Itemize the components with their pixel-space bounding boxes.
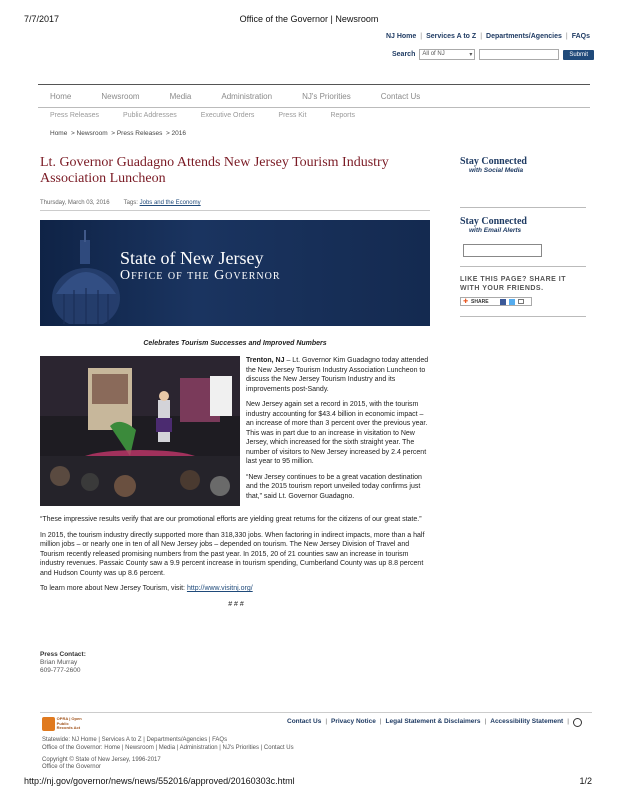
subnav-public-addresses[interactable]: Public Addresses <box>123 112 177 119</box>
nav-media[interactable]: Media <box>169 91 192 101</box>
chevron-down-icon: ▾ <box>469 52 473 58</box>
sidebar-divider-3 <box>460 316 586 317</box>
footer-divider <box>40 712 592 713</box>
footer-privacy-link[interactable]: Privacy Notice <box>331 718 376 725</box>
banner-line2: Office of the Governor <box>120 268 281 283</box>
article-meta <box>40 200 201 206</box>
event-photo-image <box>40 356 240 506</box>
opra-logo[interactable]: OPRA | Open Public Records Act <box>42 717 82 731</box>
sidebar-divider <box>460 207 586 208</box>
print-page-number: 1/2 <box>579 776 592 786</box>
nav-newsroom[interactable]: Newsroom <box>101 91 140 101</box>
governor-banner <box>40 220 430 326</box>
stay-connected-email[interactable] <box>460 216 527 234</box>
email-input[interactable] <box>463 244 542 257</box>
email-icon <box>518 299 524 304</box>
nav-priorities[interactable]: NJ's Priorities <box>302 91 351 101</box>
print-url: http://nj.gov/governor/news/news/552016/approved/20160303c.html <box>24 776 295 786</box>
footer-legal-link[interactable]: Legal Statement & Disclaimers <box>385 718 481 725</box>
sub-nav <box>50 112 355 119</box>
email-title: Stay Connected <box>460 216 527 227</box>
breadcrumb[interactable]: Home > Newsroom > Press Releases > 2016 <box>50 130 187 137</box>
tag-link[interactable]: Jobs and the Economy <box>139 200 201 206</box>
paragraph-1: Trenton, NJ – Lt. Governor Kim Guadagno today attended the New Jersey Tourism Industry Association Luncheon to discuss the New Jersey Tourism Industry and its improvements post-Sandy. <box>246 357 429 393</box>
search-submit-button[interactable]: Submit <box>563 50 594 60</box>
visitnj-link[interactable]: http://www.visitnj.org/ <box>186 585 253 592</box>
share-button[interactable]: ✚ SHARE <box>460 297 532 306</box>
top-nav-faqs[interactable]: FAQs <box>571 33 590 40</box>
footer-contact-link[interactable]: Contact Us <box>287 718 322 725</box>
print-date: 7/7/2017 <box>24 14 60 24</box>
top-nav-nj-home[interactable]: NJ Home <box>385 33 417 40</box>
article-body-full <box>40 515 432 609</box>
paragraph-2: New Jersey again set a record in 2015, with the tourism industry accounting for $43.4 billion in economic impact – an increase of more than 3 percent over the previous year. This was in part due to an increase in visitation to New Jersey, which increased for the sixth straight year. The number of visitors to New Jersey increased by 2.4 percent last year to 95 million. <box>246 401 428 465</box>
top-nav-departments[interactable]: Departments/Agencies <box>486 33 562 40</box>
article-date: Thursday, March 03, 2016 <box>40 200 110 206</box>
press-contact-name: Brian Murray <box>40 659 78 666</box>
article-body-right <box>246 356 430 507</box>
paragraph-3a: “New Jersey continues to be a great vacation destination and the 2015 tourism report unveiled today confirms just that,” said Lt. Governor Guadagno. <box>246 473 422 500</box>
article-title: Lt. Governor Guadagno Attends New Jersey Tourism Industry Association Luncheon <box>40 155 389 186</box>
share-prompt: LIKE THIS PAGE? SHARE IT WITH YOUR FRIENDS. <box>460 276 566 292</box>
footer-links: Contact Us | Privacy Notice | Legal Statement & Disclaimers | Accessibility Statement | <box>287 718 582 727</box>
social-subtitle: with Social Media <box>469 167 524 174</box>
capitol-dome-icon <box>46 228 122 324</box>
footer-accessibility-link[interactable]: Accessibility Statement <box>490 718 564 725</box>
accessibility-icon[interactable] <box>573 718 582 727</box>
nav-home[interactable]: Home <box>50 91 72 101</box>
event-photo <box>40 356 240 506</box>
opra-seal-icon <box>42 717 55 731</box>
tags-label: Tags: <box>123 200 138 206</box>
press-contact-label: Press Contact: <box>40 651 86 658</box>
paragraph-4: In 2015, the tourism industry directly supported more than 318,330 jobs. When factoring in indirect impacts, more than a half million jobs – or nearly one in ten of all New Jersey jobs – depended on tourism. The New Jersey Division of Travel and Tourism recently released promising numbers from the past year. In 2015, 20 of 21 counties saw an increase in tourism industry revenues. Passaic County saw a 9.9 percent increase in tourism spending, Cumberland County was up 8.8 percent and Hudson County was up 8.6 percent. <box>40 531 425 577</box>
subnav-press-releases[interactable]: Press Releases <box>50 112 100 119</box>
press-contact <box>40 651 86 675</box>
banner-line1: State of New Jersey <box>120 248 264 268</box>
subnav-executive-orders[interactable]: Executive Orders <box>200 112 255 119</box>
nav-administration[interactable]: Administration <box>221 91 273 101</box>
end-marks: # # # <box>228 600 244 608</box>
paragraph-5: To learn more about New Jersey Tourism, visit: http://www.visitnj.org/ <box>40 585 253 592</box>
email-subtitle: with Email Alerts <box>469 227 522 234</box>
twitter-icon <box>509 299 515 305</box>
subnav-reports[interactable]: Reports <box>330 112 355 119</box>
subnav-press-kit[interactable]: Press Kit <box>278 112 307 119</box>
paragraph-3b: “These impressive results verify that are our promotional efforts are yielding great returns for the citizens of our great state.” <box>40 516 422 523</box>
footer-statewide[interactable]: Statewide: NJ Home | Services A to Z | Departments/Agencies | FAQs <box>42 737 228 743</box>
share-plus-icon: ✚ <box>463 299 469 305</box>
footer-copyright-office: Office of the Governor <box>42 764 101 770</box>
nav-contact[interactable]: Contact Us <box>380 91 421 101</box>
footer-copyright: Copyright © State of New Jersey, 1996-2017 <box>42 757 161 763</box>
sidebar-divider-2 <box>460 266 586 267</box>
press-contact-phone: 609-777-2600 <box>40 667 81 674</box>
main-nav <box>38 84 590 108</box>
article-caption: Celebrates Tourism Successes and Improved Numbers <box>143 340 327 347</box>
divider <box>40 210 430 211</box>
facebook-icon <box>500 299 506 305</box>
search-input[interactable] <box>479 49 559 60</box>
search-bar <box>392 49 594 60</box>
footer-office[interactable]: Office of the Governor: Home | Newsroom | Media | Administration | NJ's Priorities | Contact Us <box>42 745 294 751</box>
search-scope-select[interactable]: All of NJ ▾ <box>419 49 475 60</box>
top-nav-services[interactable]: Services A to Z <box>426 33 477 40</box>
search-label: Search <box>392 51 416 58</box>
stay-connected-social[interactable] <box>460 156 527 174</box>
dateline: Trenton, NJ <box>246 357 285 364</box>
social-title: Stay Connected <box>460 156 527 167</box>
top-nav: NJ Home | Services A to Z | Departments/Agencies | FAQs <box>385 33 590 40</box>
print-page-title: Office of the Governor | Newsroom <box>239 14 379 24</box>
